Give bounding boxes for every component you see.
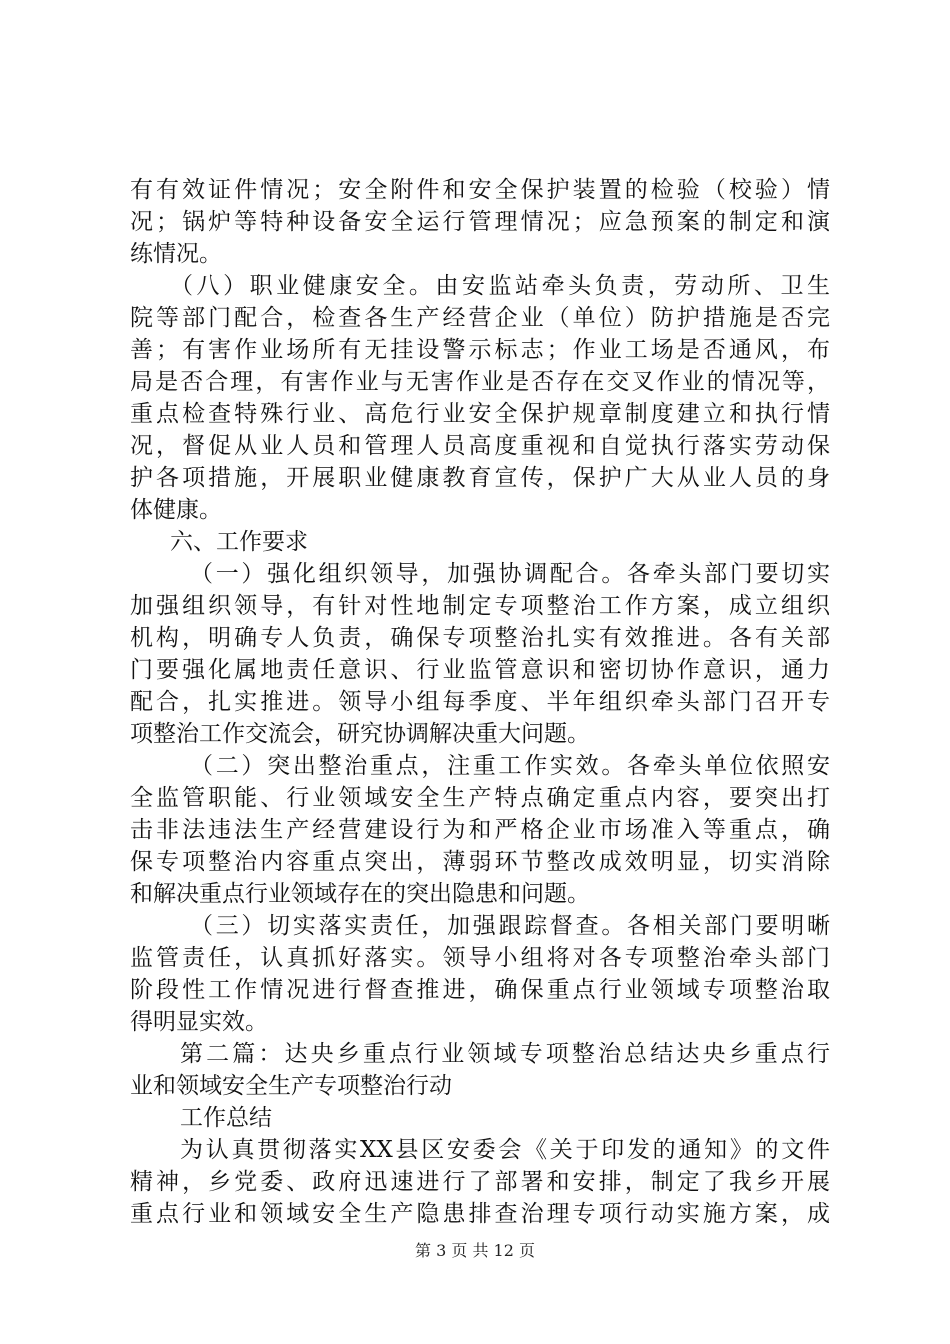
text-line: 重点行业和领域安全生产隐患排查治理专项行动实施方案，成 [130,1201,830,1227]
document-body [130,174,830,1230]
text-line: 机构，明确专人负责，确保专项整治扎实有效推进。各有关部 [130,625,830,651]
text-line: 项整治工作交流会，研究协调解决重大问题。 [130,721,590,747]
text-line: 阶段性工作情况进行督查推进，确保重点行业领域专项整治取 [130,977,830,1003]
text-line: 重点检查特殊行业、高危行业安全保护规章制度建立和执行情 [130,401,830,427]
text-line: 门要强化属地责任意识、行业监管意识和密切协作意识，通力 [130,657,830,683]
text-line: 加强组织领导，有针对性地制定专项整治工作方案，成立组织 [130,593,830,619]
text-line: 配合，扎实推进。领导小组每季度、半年组织牵头部门召开专 [130,689,830,715]
text-line: 和解决重点行业领域存在的突出隐患和问题。 [130,881,590,907]
text-line: 善；有害作业场所有无挂设警示标志；作业工场是否通风，布 [130,337,830,363]
text-line: 为认真贯彻落实XX县区安委会《关于印发的通知》的文件 [180,1137,830,1163]
text-line: 精神，乡党委、政府迅速进行了部署和安排，制定了我乡开展 [130,1169,830,1195]
chapter-title-part-two: 第二篇：达央乡重点行业领域专项整治总结达央乡重点行 [180,1041,830,1067]
section-heading-8: （八）职业健康安全。由安监站牵头负责，劳动所、卫生 [170,273,830,299]
text-line: 全监管职能、行业领域安全生产特点确定重点内容，要突出打 [130,785,830,811]
section-heading-work-requirements: 六、工作要求 [170,529,308,555]
text-line: 保专项整治内容重点突出，薄弱环节整改成效明显，切实消除 [130,849,830,875]
text-line: 业和领域安全生产专项整治行动 [130,1073,452,1099]
text-line: 况；锅炉等特种设备安全运行管理情况；应急预案的制定和演 [130,209,830,235]
text-line: 有有效证件情况；安全附件和安全保护装置的检验（校验）情 [130,177,830,203]
text-line: 击非法违法生产经营建设行为和严格企业市场准入等重点，确 [130,817,830,843]
text-line: 院等部门配合，检查各生产经营企业（单位）防护措施是否完 [130,305,830,331]
text-line: 练情况。 [130,241,222,267]
subsection-heading-3: （三）切实落实责任，加强跟踪督查。各相关部门要明晰 [190,913,830,939]
text-line: 监管责任，认真抓好落实。领导小组将对各专项整治牵头部门 [130,945,830,971]
subtitle-work-summary: 工作总结 [180,1105,272,1131]
text-line: 得明显实效。 [130,1009,268,1035]
text-line: 局是否合理，有害作业与无害作业是否存在交叉作业的情况等， [130,369,830,395]
subsection-heading-2: （二）突出整治重点，注重工作实效。各牵头单位依照安 [190,753,830,779]
text-line: 况，督促从业人员和管理人员高度重视和自觉执行落实劳动保 [130,433,830,459]
text-line: 护各项措施，开展职业健康教育宣传，保护广大从业人员的身 [130,465,830,491]
text-line: 体健康。 [130,497,222,523]
subsection-heading-1: （一）强化组织领导，加强协调配合。各牵头部门要切实 [190,561,830,587]
page-number-footer: 第 3 页 共 12 页 [415,1241,535,1260]
